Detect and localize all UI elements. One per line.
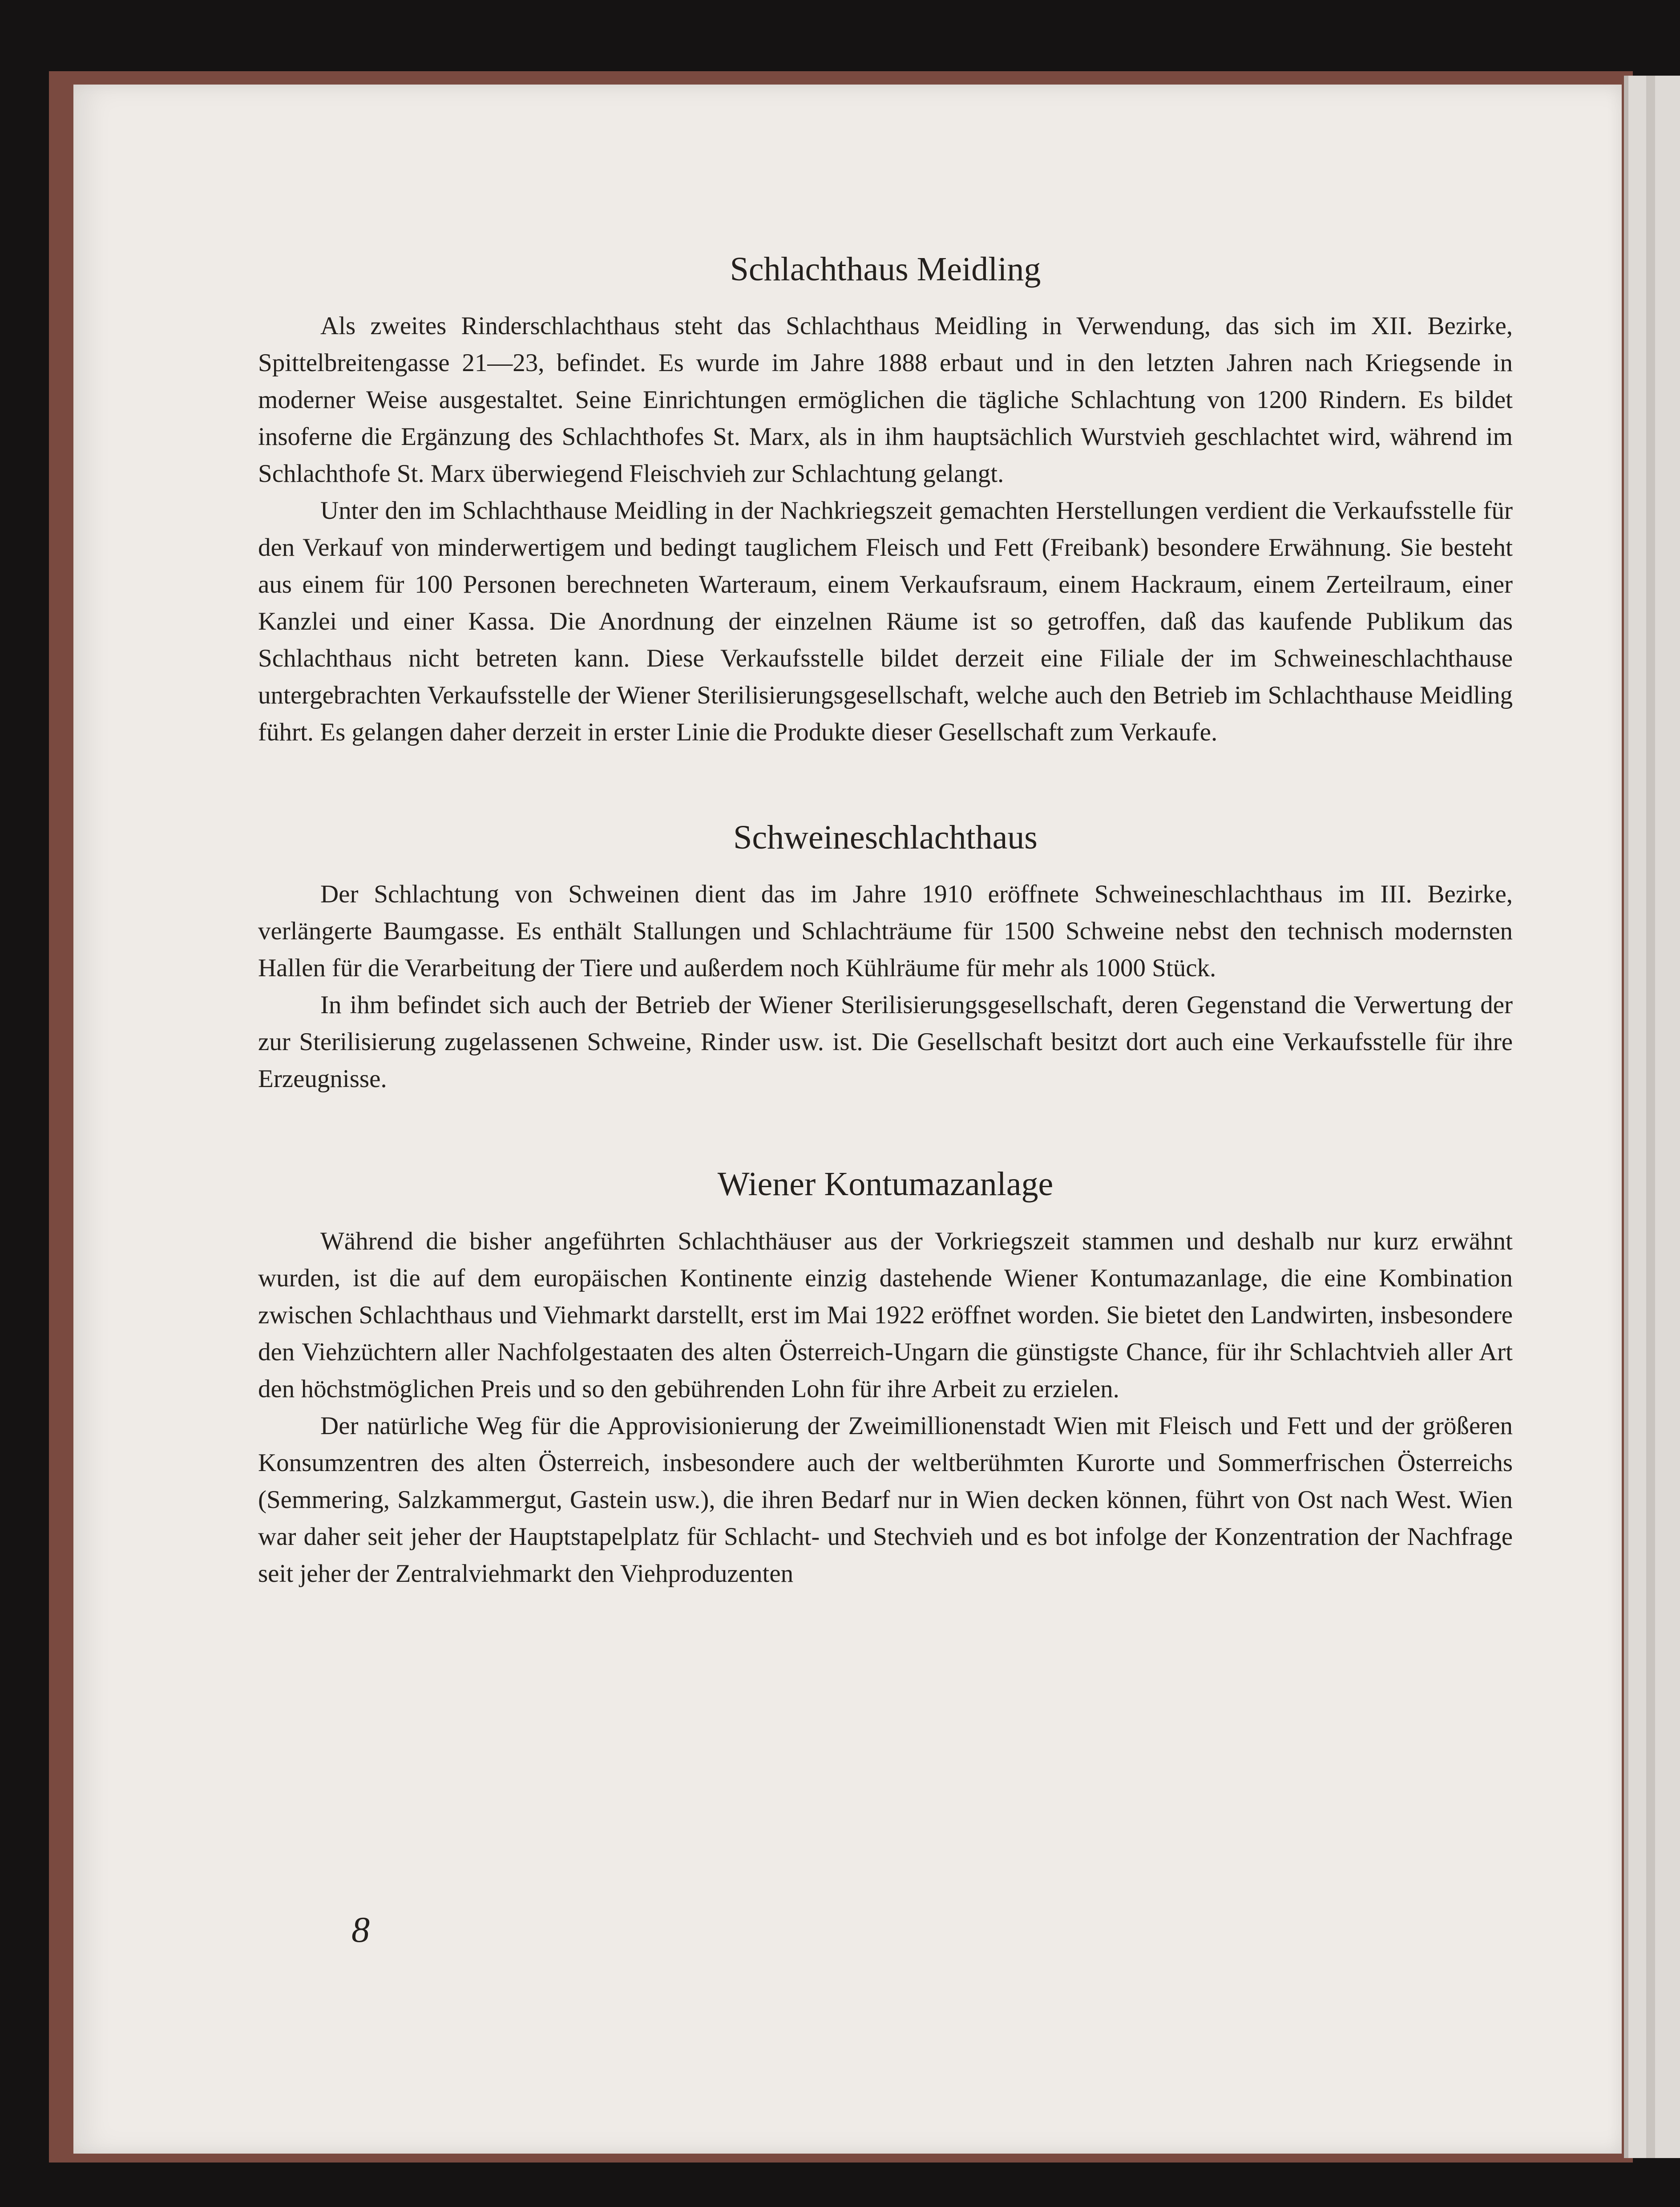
page-text-block bbox=[258, 249, 1513, 1985]
paragraph: Als zweites Rinderschlachthaus steht das Schlachthaus Meidling in Verwendung, das sich im XII. Bezirke, Spittelbreitengasse 21—23, befindet. Es wurde im Jahre 1888 erbaut und in den letzten Jahren nach Kriegsende in moderner Weise ausgestaltet. Seine Einrichtungen ermöglichen die tägliche Schlachtung von 1200 Rindern. Es bildet insoferne die Ergänzung des Schlachthofes St. Marx, als in ihm hauptsächlich Wurstvieh geschlachtet wird, während im Schlachthofe St. Marx überwiegend Fleischvieh zur Schlachtung gelangt. bbox=[258, 312, 1513, 488]
section-schlachthaus-meidling bbox=[258, 249, 1513, 751]
section-heading: Schweineschlachthaus bbox=[733, 819, 1038, 857]
paragraph: Unter den im Schlachthause Meidling in der Nachkriegszeit gemachten Herstellungen verdient die Verkaufsstelle für den Verkauf von minderwertigem und bedingt tauglichem Fleisch und Fett (Freibank) besondere Erwähnung. Sie besteht aus einem für 100 Personen berechneten Warteraum, einem Verkaufsraum, einem Hackraum, einem Zerteilraum, einer Kanzlei und einer Kassa. Die Anordnung der einzelnen Räume ist so getroffen, daß das kaufende Publikum das Schlachthaus nicht betreten kann. Diese Verkaufsstelle bildet derzeit eine Filiale der im Schweineschlachthause untergebrachten Verkaufsstelle der Wiener Sterilisierungsgesellschaft, welche auch den Betrieb im Schlachthause Meidling führt. Es gelangen daher derzeit in erster Linie die Produkte dieser Gesellschaft zum Verkaufe. bbox=[258, 497, 1513, 747]
paragraph: In ihm befindet sich auch der Betrieb der Wiener Sterilisierungsgesellschaft, deren Gegenstand die Verwertung der zur Sterilisierung zugelassenen Schweine, Rinder usw. ist. Die Gesellschaft besitzt dort auch eine Verkaufsstelle für ihre Erzeugnisse. bbox=[258, 991, 1513, 1093]
paragraph: Während die bisher angeführten Schlachthäuser aus der Vorkriegszeit stammen und deshalb nur kurz erwähnt wurden, ist die auf dem europäischen Kontinente einzig dastehende Wiener Kontumazanlage, die eine Kombination zwischen Schlachthaus und Viehmarkt darstellt, erst im Mai 1922 eröffnet worden. Sie bietet den Landwirten, insbesondere den Viehzüchtern aller Nachfolgestaaten des alten Österreich-Ungarn die günstigste Chance, für ihr Schlachtvieh aller Art den höchstmöglichen Preis und so den gebührenden Lohn für ihre Arbeit zu erzielen. bbox=[258, 1227, 1513, 1403]
section-heading: Schlachthaus Meidling bbox=[730, 251, 1041, 288]
facing-page-edge bbox=[1624, 76, 1680, 2158]
section-schweineschlachthaus bbox=[258, 817, 1513, 1097]
section-heading: Wiener Kontumazanlage bbox=[717, 1165, 1054, 1203]
paragraph: Der Schlachtung von Schweinen dient das im Jahre 1910 eröffnete Schweineschlachthaus im III. Bezirke, verlängerte Baumgasse. Es enthält Stallungen und Schlachträume für 1500 Schweine nebst den technisch modernsten Hallen für die Verarbeitung der Tiere und außerdem noch Kühlräume für mehr als 1000 Stück. bbox=[258, 880, 1513, 982]
page-number: 8 bbox=[351, 1909, 370, 1950]
section-wiener-kontumazanlage bbox=[258, 1164, 1513, 1592]
paragraph: Der natürliche Weg für die Approvisionierung der Zweimillionenstadt Wien mit Fleisch und Fett und der größeren Konsumzentren des alten Österreich, insbesondere auch der weltberühmten Kurorte und Sommerfrischen Österreichs (Semmering, Salzkammergut, Gastein usw.), die ihren Bedarf nur in Wien decken können, führt von Ost nach West. Wien war daher seit jeher der Hauptstapelplatz für Schlacht- und Stechvieh und es bot infolge der Konzentration der Nachfrage seit jeher der Zentralviehmarkt den Viehproduzenten bbox=[258, 1411, 1513, 1588]
